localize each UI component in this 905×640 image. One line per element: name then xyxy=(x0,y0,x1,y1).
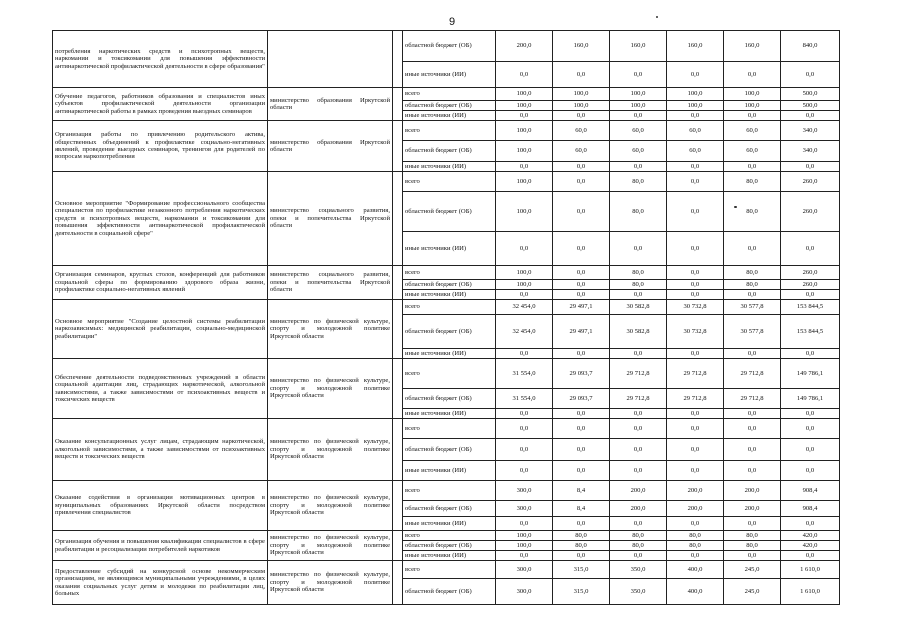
amount-year: 100,0 xyxy=(496,172,553,192)
table-row xyxy=(53,561,840,579)
amount-year: 0,0 xyxy=(553,162,610,172)
column-gap xyxy=(393,561,403,605)
funding-source: иные источники (ИИ) xyxy=(403,162,496,172)
amount-total: 500,0 xyxy=(781,88,840,101)
responsible-executor: министерство по физической культуре, спорту и молодежной политике Иркутской области xyxy=(268,531,393,561)
amount-year: 0,0 xyxy=(496,162,553,172)
amount-total: 420,0 xyxy=(781,541,840,551)
column-gap xyxy=(393,300,403,359)
responsible-executor xyxy=(268,31,393,88)
funding-source: всего xyxy=(403,419,496,439)
amount-year: 0,0 xyxy=(553,551,610,561)
amount-total: 0,0 xyxy=(781,111,840,121)
amount-year: 0,0 xyxy=(667,162,724,172)
amount-year: 0,0 xyxy=(724,232,781,266)
amount-year: 350,0 xyxy=(610,579,667,605)
amount-year: 80,0 xyxy=(667,531,724,541)
funding-source: всего xyxy=(403,121,496,141)
amount-year: 100,0 xyxy=(553,88,610,101)
amount-year: 0,0 xyxy=(667,111,724,121)
amount-year: 0,0 xyxy=(553,111,610,121)
amount-year: 0,0 xyxy=(610,551,667,561)
amount-year: 0,0 xyxy=(724,551,781,561)
amount-year: 100,0 xyxy=(724,88,781,101)
funding-source: областной бюджет (ОБ) xyxy=(403,439,496,461)
amount-year: 0,0 xyxy=(610,62,667,88)
amount-year: 0,0 xyxy=(667,419,724,439)
amount-total: 149 786,1 xyxy=(781,389,840,409)
amount-year: 60,0 xyxy=(553,141,610,162)
amount-year: 100,0 xyxy=(496,531,553,541)
amount-year: 0,0 xyxy=(667,232,724,266)
amount-year: 0,0 xyxy=(667,439,724,461)
amount-year: 0,0 xyxy=(610,349,667,359)
amount-year: 80,0 xyxy=(724,172,781,192)
amount-year: 160,0 xyxy=(667,31,724,62)
amount-year: 350,0 xyxy=(610,561,667,579)
funding-source: областной бюджет (ОБ) xyxy=(403,192,496,232)
amount-year: 0,0 xyxy=(724,111,781,121)
amount-year: 100,0 xyxy=(496,121,553,141)
column-gap xyxy=(393,88,403,121)
amount-year: 60,0 xyxy=(724,121,781,141)
table-row xyxy=(53,300,840,315)
amount-year: 0,0 xyxy=(610,232,667,266)
amount-year: 200,0 xyxy=(667,481,724,501)
amount-year: 0,0 xyxy=(724,290,781,300)
amount-year: 80,0 xyxy=(553,541,610,551)
funding-source: областной бюджет (ОБ) xyxy=(403,541,496,551)
amount-year: 60,0 xyxy=(610,121,667,141)
amount-year: 0,0 xyxy=(610,111,667,121)
activity-description: Обучение педагогов, работников образования и специалистов иных субъектов профилактической деятельности организации антинаркотической работы в рамках проведения выездных семинаров xyxy=(53,88,268,121)
table-row xyxy=(53,172,840,192)
amount-year: 0,0 xyxy=(496,111,553,121)
amount-year: 160,0 xyxy=(553,31,610,62)
amount-year: 245,0 xyxy=(724,561,781,579)
amount-total: 0,0 xyxy=(781,461,840,481)
amount-year: 80,0 xyxy=(724,192,781,232)
amount-total: 0,0 xyxy=(781,419,840,439)
amount-year: 245,0 xyxy=(724,579,781,605)
responsible-executor: министерство по физической культуре, спорту и молодежной политике Иркутской области xyxy=(268,419,393,481)
amount-year: 0,0 xyxy=(496,290,553,300)
activity-description: Обеспечение деятельности подведомственных учреждений в области социальной адаптации лиц, страдающих наркотической, алкогольной зависимостями, а также зависимостями от психоактивных веществ и токсических веществ xyxy=(53,359,268,419)
funding-source: областной бюджет (ОБ) xyxy=(403,389,496,409)
activity-description: Организация работы по привлечению родительского актива, общественных объединений к профилактике социально-негативных явлений, проведение выездных семинаров, тренингов для родителей по вопросам наркопотребления xyxy=(53,121,268,172)
amount-year: 80,0 xyxy=(724,266,781,280)
amount-year: 100,0 xyxy=(724,101,781,111)
amount-year: 0,0 xyxy=(496,517,553,531)
amount-year: 0,0 xyxy=(724,409,781,419)
amount-year: 0,0 xyxy=(724,62,781,88)
funding-source: иные источники (ИИ) xyxy=(403,409,496,419)
amount-year: 100,0 xyxy=(667,88,724,101)
column-gap xyxy=(393,481,403,531)
amount-year: 200,0 xyxy=(667,501,724,517)
amount-year: 0,0 xyxy=(496,461,553,481)
amount-year: 0,0 xyxy=(553,409,610,419)
funding-source: всего xyxy=(403,561,496,579)
table-row xyxy=(53,419,840,439)
amount-year: 29 712,8 xyxy=(724,359,781,389)
column-gap xyxy=(393,266,403,300)
activity-description: Организация обучения и повышения квалификации специалистов в сфере реабилитации и ресоциализации потребителей наркотиков xyxy=(53,531,268,561)
funding-source: всего xyxy=(403,359,496,389)
amount-year: 0,0 xyxy=(553,517,610,531)
funding-source: иные источники (ИИ) xyxy=(403,232,496,266)
amount-year: 80,0 xyxy=(610,266,667,280)
amount-year: 0,0 xyxy=(667,290,724,300)
funding-source: всего xyxy=(403,481,496,501)
amount-year: 0,0 xyxy=(553,349,610,359)
responsible-executor: министерство социального развития, опеки и попечительства Иркутской области xyxy=(268,266,393,300)
amount-year: 80,0 xyxy=(610,172,667,192)
amount-year: 0,0 xyxy=(667,517,724,531)
amount-total: 840,0 xyxy=(781,31,840,62)
amount-year: 0,0 xyxy=(667,280,724,290)
amount-year: 0,0 xyxy=(553,172,610,192)
amount-year: 29 712,8 xyxy=(610,359,667,389)
funding-source: иные источники (ИИ) xyxy=(403,62,496,88)
amount-year: 300,0 xyxy=(496,561,553,579)
amount-year: 200,0 xyxy=(610,501,667,517)
amount-total: 0,0 xyxy=(781,62,840,88)
activity-description: Организация семинаров, круглых столов, конференций для работников социальной сферы по формированию здорового образа жизни, профилактике социально-негативных явлений xyxy=(53,266,268,300)
amount-year: 80,0 xyxy=(610,280,667,290)
amount-year: 0,0 xyxy=(553,419,610,439)
amount-year: 29 712,8 xyxy=(667,359,724,389)
amount-year: 300,0 xyxy=(496,481,553,501)
amount-year: 8,4 xyxy=(553,481,610,501)
amount-year: 100,0 xyxy=(496,101,553,111)
funding-source: областной бюджет (ОБ) xyxy=(403,141,496,162)
amount-total: 260,0 xyxy=(781,280,840,290)
responsible-executor: министерство образования Иркутской области xyxy=(268,88,393,121)
amount-year: 0,0 xyxy=(553,280,610,290)
amount-year: 100,0 xyxy=(496,280,553,290)
table-row xyxy=(53,266,840,280)
amount-year: 60,0 xyxy=(667,141,724,162)
amount-year: 31 554,0 xyxy=(496,359,553,389)
amount-year: 100,0 xyxy=(496,266,553,280)
amount-total: 340,0 xyxy=(781,141,840,162)
table-row xyxy=(53,88,840,101)
amount-year: 200,0 xyxy=(724,501,781,517)
amount-year: 0,0 xyxy=(610,517,667,531)
funding-source: иные источники (ИИ) xyxy=(403,461,496,481)
amount-year: 100,0 xyxy=(496,88,553,101)
column-gap xyxy=(393,172,403,266)
amount-year: 400,0 xyxy=(667,561,724,579)
amount-year: 0,0 xyxy=(610,461,667,481)
amount-year: 100,0 xyxy=(667,101,724,111)
funding-source: областной бюджет (ОБ) xyxy=(403,101,496,111)
responsible-executor: министерство по физической культуре, спорту и молодежной политике Иркутской области xyxy=(268,359,393,419)
responsible-executor: министерство по физической культуре, спорту и молодежной политике Иркутской области xyxy=(268,300,393,359)
amount-year: 60,0 xyxy=(724,141,781,162)
amount-year: 100,0 xyxy=(496,141,553,162)
amount-year: 32 454,0 xyxy=(496,315,553,349)
funding-source: всего xyxy=(403,88,496,101)
amount-year: 200,0 xyxy=(496,31,553,62)
funding-source: иные источники (ИИ) xyxy=(403,349,496,359)
amount-year: 30 577,8 xyxy=(724,315,781,349)
amount-year: 8,4 xyxy=(553,501,610,517)
amount-year: 0,0 xyxy=(553,232,610,266)
funding-source: иные источники (ИИ) xyxy=(403,290,496,300)
amount-year: 0,0 xyxy=(496,232,553,266)
amount-year: 0,0 xyxy=(610,290,667,300)
amount-year: 300,0 xyxy=(496,579,553,605)
amount-year: 100,0 xyxy=(496,541,553,551)
amount-year: 160,0 xyxy=(610,31,667,62)
column-gap xyxy=(393,419,403,481)
amount-total: 149 786,1 xyxy=(781,359,840,389)
amount-year: 0,0 xyxy=(610,409,667,419)
amount-year: 80,0 xyxy=(724,531,781,541)
activity-description: Предоставление субсидий на конкурсной основе некоммерческим организациям, не являющимся муниципальными учреждениями, в целях оказания социальных услуг детям и молодежи по реабилитации лиц, больных xyxy=(53,561,268,605)
amount-year: 0,0 xyxy=(724,419,781,439)
amount-year: 0,0 xyxy=(667,192,724,232)
amount-total: 0,0 xyxy=(781,162,840,172)
funding-source: областной бюджет (ОБ) xyxy=(403,579,496,605)
column-gap xyxy=(393,121,403,172)
amount-total: 260,0 xyxy=(781,172,840,192)
activity-description: Оказание консультационных услуг лицам, страдающим наркотической, алкогольной зависимостями, а также зависимостями от психоактивных веществ и токсических веществ xyxy=(53,419,268,481)
amount-year: 315,0 xyxy=(553,579,610,605)
column-gap xyxy=(393,31,403,88)
table-row xyxy=(53,481,840,501)
amount-year: 100,0 xyxy=(610,88,667,101)
amount-year: 80,0 xyxy=(553,531,610,541)
amount-year: 32 454,0 xyxy=(496,300,553,315)
amount-year: 30 577,8 xyxy=(724,300,781,315)
amount-year: 0,0 xyxy=(610,439,667,461)
table-row xyxy=(53,121,840,141)
amount-total: 0,0 xyxy=(781,551,840,561)
amount-year: 31 554,0 xyxy=(496,389,553,409)
amount-total: 0,0 xyxy=(781,232,840,266)
amount-year: 0,0 xyxy=(496,439,553,461)
amount-year: 0,0 xyxy=(553,290,610,300)
column-gap xyxy=(393,531,403,561)
amount-total: 260,0 xyxy=(781,192,840,232)
amount-year: 0,0 xyxy=(610,419,667,439)
amount-year: 60,0 xyxy=(610,141,667,162)
amount-year: 0,0 xyxy=(724,461,781,481)
funding-source: иные источники (ИИ) xyxy=(403,111,496,121)
amount-year: 0,0 xyxy=(724,349,781,359)
amount-year: 0,0 xyxy=(496,551,553,561)
amount-year: 0,0 xyxy=(553,439,610,461)
amount-year: 200,0 xyxy=(610,481,667,501)
amount-year: 0,0 xyxy=(667,62,724,88)
amount-year: 0,0 xyxy=(724,517,781,531)
amount-year: 100,0 xyxy=(553,101,610,111)
amount-total: 0,0 xyxy=(781,290,840,300)
amount-year: 29 093,7 xyxy=(553,389,610,409)
funding-source: всего xyxy=(403,172,496,192)
amount-year: 0,0 xyxy=(667,349,724,359)
amount-year: 80,0 xyxy=(610,531,667,541)
amount-total: 0,0 xyxy=(781,409,840,419)
funding-source: областной бюджет (ОБ) xyxy=(403,501,496,517)
amount-year: 0,0 xyxy=(667,461,724,481)
amount-year: 30 582,8 xyxy=(610,300,667,315)
amount-year: 80,0 xyxy=(610,192,667,232)
amount-year: 0,0 xyxy=(553,62,610,88)
activity-description: Основное мероприятие "Формирование профессионального сообщества специалистов по профилактике незаконного потребления наркотических средств и психотропных веществ, наркомании и токсикомании для повышения эффективности антинаркотической профилактической деятельности в социальной сфере" xyxy=(53,172,268,266)
scan-speck xyxy=(656,16,658,18)
table-row xyxy=(53,31,840,62)
amount-year: 0,0 xyxy=(553,461,610,481)
activity-description: потребления наркотических средств и психотропных веществ, наркомании и токсикомании для повышения эффективности антинаркотической профилактической деятельности в сфере образования" xyxy=(53,31,268,88)
amount-total: 260,0 xyxy=(781,266,840,280)
activity-description: Оказание содействия в организации мотивационных центров в муниципальных образованиях Иркутской области посредством привлечения специалистов xyxy=(53,481,268,531)
funding-source: областной бюджет (ОБ) xyxy=(403,280,496,290)
amount-year: 29 712,8 xyxy=(610,389,667,409)
amount-year: 80,0 xyxy=(667,541,724,551)
funding-source: всего xyxy=(403,531,496,541)
amount-year: 0,0 xyxy=(667,551,724,561)
funding-source: всего xyxy=(403,266,496,280)
amount-year: 0,0 xyxy=(667,172,724,192)
amount-year: 160,0 xyxy=(724,31,781,62)
amount-total: 153 844,5 xyxy=(781,315,840,349)
amount-total: 153 844,5 xyxy=(781,300,840,315)
amount-total: 908,4 xyxy=(781,481,840,501)
amount-total: 1 610,0 xyxy=(781,579,840,605)
amount-year: 30 732,8 xyxy=(667,300,724,315)
responsible-executor: министерство по физической культуре, спорту и молодежной политике Иркутской области xyxy=(268,561,393,605)
amount-year: 0,0 xyxy=(667,409,724,419)
amount-year: 300,0 xyxy=(496,501,553,517)
amount-year: 400,0 xyxy=(667,579,724,605)
responsible-executor: министерство по физической культуре, спорту и молодежной политике Иркутской области xyxy=(268,481,393,531)
amount-year: 60,0 xyxy=(667,121,724,141)
amount-total: 0,0 xyxy=(781,349,840,359)
amount-year: 30 732,8 xyxy=(667,315,724,349)
amount-year: 29 093,7 xyxy=(553,359,610,389)
page-number: 9 xyxy=(449,16,456,28)
amount-year: 0,0 xyxy=(724,439,781,461)
amount-year: 0,0 xyxy=(496,62,553,88)
amount-total: 500,0 xyxy=(781,101,840,111)
amount-year: 0,0 xyxy=(724,162,781,172)
amount-year: 0,0 xyxy=(553,192,610,232)
amount-year: 29 497,1 xyxy=(553,315,610,349)
funding-source: всего xyxy=(403,300,496,315)
amount-total: 1 610,0 xyxy=(781,561,840,579)
amount-year: 0,0 xyxy=(496,419,553,439)
amount-total: 340,0 xyxy=(781,121,840,141)
amount-year: 0,0 xyxy=(610,162,667,172)
table-row xyxy=(53,359,840,389)
amount-year: 80,0 xyxy=(610,541,667,551)
amount-year: 100,0 xyxy=(610,101,667,111)
funding-source: иные источники (ИИ) xyxy=(403,517,496,531)
funding-source: областной бюджет (ОБ) xyxy=(403,31,496,62)
table-row xyxy=(53,531,840,541)
amount-total: 0,0 xyxy=(781,517,840,531)
budget-table xyxy=(52,30,840,605)
amount-year: 29 712,8 xyxy=(724,389,781,409)
amount-year: 29 497,1 xyxy=(553,300,610,315)
amount-year: 100,0 xyxy=(496,192,553,232)
responsible-executor: министерство образования Иркутской области xyxy=(268,121,393,172)
amount-year: 200,0 xyxy=(724,481,781,501)
funding-source: иные источники (ИИ) xyxy=(403,551,496,561)
amount-total: 908,4 xyxy=(781,501,840,517)
column-gap xyxy=(393,359,403,419)
amount-year: 315,0 xyxy=(553,561,610,579)
responsible-executor: министерство социального развития, опеки и попечительства Иркутской области xyxy=(268,172,393,266)
activity-description: Основное мероприятие "Создание целостной системы реабилитации наркозависимых: медицинской реабилитации, социально-медицинской реабилитации" xyxy=(53,300,268,359)
amount-year: 30 582,8 xyxy=(610,315,667,349)
amount-year: 60,0 xyxy=(553,121,610,141)
amount-year: 80,0 xyxy=(724,541,781,551)
amount-year: 0,0 xyxy=(496,409,553,419)
amount-year: 0,0 xyxy=(553,266,610,280)
amount-year: 0,0 xyxy=(496,349,553,359)
amount-total: 420,0 xyxy=(781,531,840,541)
funding-source: областной бюджет (ОБ) xyxy=(403,315,496,349)
amount-year: 29 712,8 xyxy=(667,389,724,409)
amount-year: 0,0 xyxy=(667,266,724,280)
amount-year: 80,0 xyxy=(724,280,781,290)
amount-total: 0,0 xyxy=(781,439,840,461)
